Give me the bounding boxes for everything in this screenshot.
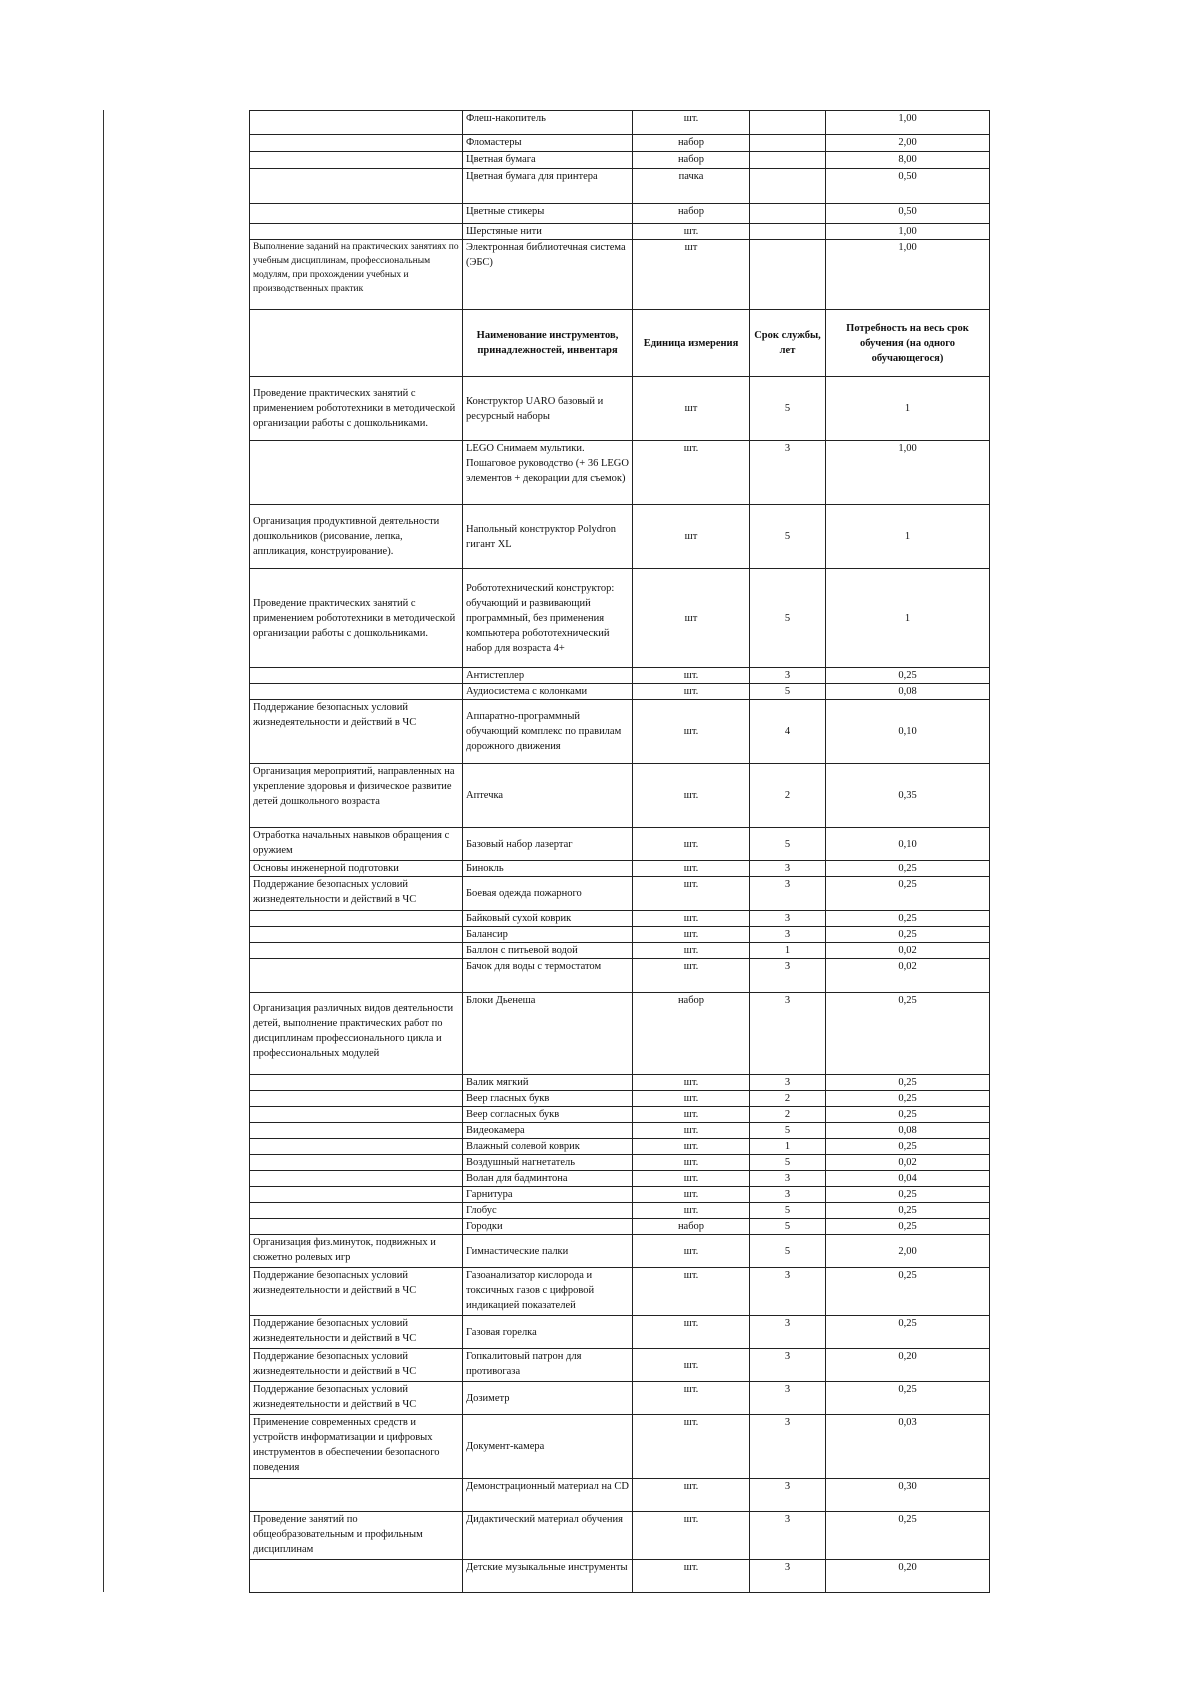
cell-unit: набор xyxy=(633,993,750,1075)
cell-activity: Проведение занятий по общеобразовательным и профильным дисциплинам xyxy=(250,1512,463,1560)
cell-activity xyxy=(250,959,463,993)
cell-item: Гарнитура xyxy=(463,1187,633,1203)
cell-activity xyxy=(250,1219,463,1235)
cell-need: 0,08 xyxy=(826,1123,990,1139)
cell-life xyxy=(750,204,826,224)
cell-activity: Поддержание безопасных условий жизнедеятельности и действий в ЧС xyxy=(250,700,463,764)
cell-unit: шт. xyxy=(633,1075,750,1091)
cell-life xyxy=(750,111,826,135)
cell-unit: шт. xyxy=(633,700,750,764)
cell-item: Конструктор UARO базовый и ресурсный наборы xyxy=(463,377,633,441)
cell-unit: набор xyxy=(633,204,750,224)
cell-need: 0,50 xyxy=(826,204,990,224)
cell-need: 1 xyxy=(826,377,990,441)
cell-unit: шт. xyxy=(633,1155,750,1171)
cell-life: 3 xyxy=(750,441,826,505)
cell-need: 0,30 xyxy=(826,1479,990,1512)
table-row xyxy=(250,668,990,684)
cell-unit: шт. xyxy=(633,441,750,505)
cell-unit: шт xyxy=(633,505,750,569)
cell-item: Аптечка xyxy=(463,764,633,828)
cell-need: 0,25 xyxy=(826,877,990,911)
table-row xyxy=(250,152,990,169)
cell-activity xyxy=(250,943,463,959)
cell-activity xyxy=(250,1139,463,1155)
cell-need: 1,00 xyxy=(826,441,990,505)
table-row xyxy=(250,1139,990,1155)
cell-unit: шт. xyxy=(633,111,750,135)
cell-unit: шт. xyxy=(633,668,750,684)
cell-life: 3 xyxy=(750,668,826,684)
table-row xyxy=(250,1203,990,1219)
table-row xyxy=(250,943,990,959)
cell-activity xyxy=(250,111,463,135)
cell-activity: Организация продуктивной деятельности дошкольников (рисование, лепка, аппликация, конструирование). xyxy=(250,505,463,569)
cell-activity xyxy=(250,1075,463,1091)
cell-need: 0,25 xyxy=(826,1091,990,1107)
table-row xyxy=(250,1268,990,1316)
table-row xyxy=(250,1316,990,1349)
cell-need: 0,35 xyxy=(826,764,990,828)
cell-item: Детские музыкальные инструменты xyxy=(463,1560,633,1593)
cell-need: 0,25 xyxy=(826,1512,990,1560)
cell-unit: шт. xyxy=(633,1479,750,1512)
cell-life: 2 xyxy=(750,1107,826,1123)
table-row xyxy=(250,1171,990,1187)
cell-unit: шт. xyxy=(633,1512,750,1560)
cell-life: 5 xyxy=(750,1155,826,1171)
cell-item: Веер гласных букв xyxy=(463,1091,633,1107)
cell-unit: шт. xyxy=(633,911,750,927)
cell-need: 0,04 xyxy=(826,1171,990,1187)
table-row xyxy=(250,1382,990,1415)
cell-need: 0,03 xyxy=(826,1415,990,1479)
cell-unit: шт. xyxy=(633,1091,750,1107)
table-row xyxy=(250,240,990,310)
cell-item: Цветные стикеры xyxy=(463,204,633,224)
cell-life: 5 xyxy=(750,828,826,861)
table-row xyxy=(250,1349,990,1382)
table-body-main xyxy=(250,377,990,1593)
cell-need: 1,00 xyxy=(826,240,990,310)
cell-item: Валик мягкий xyxy=(463,1075,633,1091)
cell-item: Видеокамера xyxy=(463,1123,633,1139)
cell-activity xyxy=(250,1187,463,1203)
cell-need: 0,02 xyxy=(826,959,990,993)
cell-life: 3 xyxy=(750,861,826,877)
table-row xyxy=(250,911,990,927)
cell-unit: шт. xyxy=(633,1268,750,1316)
cell-need: 0,02 xyxy=(826,1155,990,1171)
cell-life xyxy=(750,135,826,152)
cell-need: 0,25 xyxy=(826,1382,990,1415)
cell-life: 3 xyxy=(750,1349,826,1382)
cell-need: 0,02 xyxy=(826,943,990,959)
cell-life xyxy=(750,224,826,240)
cell-need: 0,25 xyxy=(826,927,990,943)
cell-item: Газовая горелка xyxy=(463,1316,633,1349)
table-row xyxy=(250,169,990,204)
cell-item: Цветная бумага xyxy=(463,152,633,169)
cell-activity xyxy=(250,1171,463,1187)
cell-life: 3 xyxy=(750,1171,826,1187)
cell-need: 0,25 xyxy=(826,1219,990,1235)
cell-item: Городки xyxy=(463,1219,633,1235)
cell-item: Волан для бадминтона xyxy=(463,1171,633,1187)
cell-life: 5 xyxy=(750,684,826,700)
cell-life: 3 xyxy=(750,927,826,943)
cell-activity: Отработка начальных навыков обращения с оружием xyxy=(250,828,463,861)
cell-item: Флеш-накопитель xyxy=(463,111,633,135)
cell-item: Электронная библиотечная система (ЭБС) xyxy=(463,240,633,310)
cell-life: 3 xyxy=(750,1075,826,1091)
cell-activity xyxy=(250,1479,463,1512)
table-header-row xyxy=(250,310,990,377)
cell-item: Гимнастические палки xyxy=(463,1235,633,1268)
cell-activity xyxy=(250,1123,463,1139)
table-row xyxy=(250,1560,990,1593)
cell-life: 3 xyxy=(750,959,826,993)
cell-life: 3 xyxy=(750,1479,826,1512)
cell-item: Газоанализатор кислорода и токсичных газов с цифровой индикацией показателей xyxy=(463,1268,633,1316)
cell-life: 5 xyxy=(750,569,826,668)
cell-item: Балансир xyxy=(463,927,633,943)
cell-item: Влажный солевой коврик xyxy=(463,1139,633,1155)
cell-need: 1 xyxy=(826,505,990,569)
cell-need: 1 xyxy=(826,569,990,668)
cell-unit: набор xyxy=(633,152,750,169)
table-row xyxy=(250,1415,990,1479)
cell-unit: шт. xyxy=(633,1349,750,1382)
cell-activity xyxy=(250,668,463,684)
cell-activity xyxy=(250,1107,463,1123)
cell-activity xyxy=(250,169,463,204)
cell-need: 0,25 xyxy=(826,1075,990,1091)
cell-life xyxy=(750,169,826,204)
cell-life: 2 xyxy=(750,1091,826,1107)
cell-life: 3 xyxy=(750,1512,826,1560)
cell-need: 0,25 xyxy=(826,861,990,877)
cell-activity: Проведение практических занятий с применением робототехники в методической организации работы с дошкольниками. xyxy=(250,377,463,441)
cell-need: 0,25 xyxy=(826,1268,990,1316)
cell-activity: Организация физ.минуток, подвижных и сюжетно ролевых игр xyxy=(250,1235,463,1268)
cell-item: Блоки Дьенеша xyxy=(463,993,633,1075)
cell-activity xyxy=(250,927,463,943)
cell-life: 3 xyxy=(750,877,826,911)
cell-activity: Поддержание безопасных условий жизнедеятельности и действий в ЧС xyxy=(250,1382,463,1415)
cell-unit: шт. xyxy=(633,1107,750,1123)
cell-need: 0,25 xyxy=(826,993,990,1075)
cell-unit: шт. xyxy=(633,927,750,943)
table-row xyxy=(250,1235,990,1268)
cell-activity: Поддержание безопасных условий жизнедеятельности и действий в ЧС xyxy=(250,1349,463,1382)
cell-life: 5 xyxy=(750,377,826,441)
table-row xyxy=(250,505,990,569)
cell-unit: шт xyxy=(633,377,750,441)
cell-unit: шт. xyxy=(633,1187,750,1203)
table-row xyxy=(250,684,990,700)
cell-life: 5 xyxy=(750,1219,826,1235)
cell-activity xyxy=(250,224,463,240)
cell-unit: шт. xyxy=(633,224,750,240)
cell-unit: шт. xyxy=(633,861,750,877)
header-activity xyxy=(250,310,463,377)
cell-activity xyxy=(250,911,463,927)
equipment-table xyxy=(249,110,990,1593)
cell-item: Глобус xyxy=(463,1203,633,1219)
cell-item: Байковый сухой коврик xyxy=(463,911,633,927)
cell-unit: шт. xyxy=(633,764,750,828)
cell-need: 0,25 xyxy=(826,1139,990,1155)
cell-activity: Организация мероприятий, направленных на укрепление здоровья и физическое развитие детей дошкольного возраста xyxy=(250,764,463,828)
cell-item: Аппаратно-программный обучающий комплекс по правилам дорожного движения xyxy=(463,700,633,764)
cell-life: 1 xyxy=(750,943,826,959)
table-row xyxy=(250,764,990,828)
cell-life: 5 xyxy=(750,1203,826,1219)
cell-activity: Поддержание безопасных условий жизнедеятельности и действий в ЧС xyxy=(250,877,463,911)
table-row xyxy=(250,1091,990,1107)
cell-activity xyxy=(250,204,463,224)
cell-need: 0,20 xyxy=(826,1349,990,1382)
table-row xyxy=(250,828,990,861)
cell-need: 8,00 xyxy=(826,152,990,169)
table-row xyxy=(250,441,990,505)
cell-need: 0,25 xyxy=(826,668,990,684)
cell-unit: набор xyxy=(633,1219,750,1235)
cell-unit: шт. xyxy=(633,1123,750,1139)
table-header-block xyxy=(250,310,990,377)
cell-life: 3 xyxy=(750,1560,826,1593)
cell-unit: шт. xyxy=(633,1560,750,1593)
cell-activity xyxy=(250,441,463,505)
table-row xyxy=(250,377,990,441)
cell-need: 0,25 xyxy=(826,1316,990,1349)
cell-life: 3 xyxy=(750,993,826,1075)
cell-activity xyxy=(250,684,463,700)
header-unit: Единица измерения xyxy=(633,310,750,377)
cell-item: Веер согласных букв xyxy=(463,1107,633,1123)
cell-item: Боевая одежда пожарного xyxy=(463,877,633,911)
header-need: Потребность на весь срок обучения (на одного обучающегося) xyxy=(826,310,990,377)
cell-item: Антистеплер xyxy=(463,668,633,684)
cell-activity: Организация различных видов деятельности детей, выполнение практических работ по дисциплинам профессионального цикла и профессиональных модулей xyxy=(250,993,463,1075)
cell-item: Шерстяные нити xyxy=(463,224,633,240)
cell-need: 0,25 xyxy=(826,1187,990,1203)
cell-need: 0,25 xyxy=(826,1203,990,1219)
cell-item: Гопкалитовый патрон для противогаза xyxy=(463,1349,633,1382)
table-row xyxy=(250,1219,990,1235)
header-item: Наименование инструментов, принадлежностей, инвентаря xyxy=(463,310,633,377)
table-row xyxy=(250,569,990,668)
cell-life: 3 xyxy=(750,1415,826,1479)
cell-unit: шт xyxy=(633,569,750,668)
cell-life: 3 xyxy=(750,1187,826,1203)
cell-item: LEGO Снимаем мультики. Пошаговое руководство (+ 36 LEGO элементов + декорации для съемок) xyxy=(463,441,633,505)
table-row xyxy=(250,204,990,224)
cell-life: 5 xyxy=(750,1123,826,1139)
cell-life: 3 xyxy=(750,1268,826,1316)
cell-need: 2,00 xyxy=(826,1235,990,1268)
page-margin-rule xyxy=(103,110,104,1592)
cell-need: 0,10 xyxy=(826,828,990,861)
header-life: Срок службы, лет xyxy=(750,310,826,377)
cell-item: Дозиметр xyxy=(463,1382,633,1415)
cell-activity xyxy=(250,152,463,169)
table-row xyxy=(250,1479,990,1512)
cell-life: 4 xyxy=(750,700,826,764)
cell-unit: набор xyxy=(633,135,750,152)
cell-item: Документ-камера xyxy=(463,1415,633,1479)
cell-unit: шт. xyxy=(633,684,750,700)
cell-life: 5 xyxy=(750,1235,826,1268)
table-row xyxy=(250,959,990,993)
cell-life: 3 xyxy=(750,1316,826,1349)
cell-activity: Поддержание безопасных условий жизнедеятельности и действий в ЧС xyxy=(250,1268,463,1316)
cell-item: Баллон с питьевой водой xyxy=(463,943,633,959)
cell-item: Воздушный нагнетатель xyxy=(463,1155,633,1171)
table-row xyxy=(250,1187,990,1203)
cell-life: 1 xyxy=(750,1139,826,1155)
cell-life: 3 xyxy=(750,911,826,927)
cell-need: 0,50 xyxy=(826,169,990,204)
cell-item: Бинокль xyxy=(463,861,633,877)
cell-life: 3 xyxy=(750,1382,826,1415)
table-row xyxy=(250,111,990,135)
cell-life xyxy=(750,240,826,310)
cell-item: Бачок для воды с термостатом xyxy=(463,959,633,993)
table-row xyxy=(250,224,990,240)
cell-need: 0,25 xyxy=(826,1107,990,1123)
cell-unit: шт. xyxy=(633,959,750,993)
cell-need: 1,00 xyxy=(826,224,990,240)
cell-need: 0,20 xyxy=(826,1560,990,1593)
cell-need: 2,00 xyxy=(826,135,990,152)
cell-unit: шт. xyxy=(633,1139,750,1155)
cell-unit: шт. xyxy=(633,1203,750,1219)
cell-activity: Основы инженерной подготовки xyxy=(250,861,463,877)
cell-activity xyxy=(250,1203,463,1219)
table-row xyxy=(250,927,990,943)
cell-item: Базовый набор лазертаг xyxy=(463,828,633,861)
cell-unit: пачка xyxy=(633,169,750,204)
cell-need: 1,00 xyxy=(826,111,990,135)
cell-item: Цветная бумага для принтера xyxy=(463,169,633,204)
cell-item: Дидактический материал обучения xyxy=(463,1512,633,1560)
cell-unit: шт xyxy=(633,240,750,310)
cell-activity xyxy=(250,1091,463,1107)
table-row xyxy=(250,1155,990,1171)
cell-activity xyxy=(250,1155,463,1171)
cell-unit: шт. xyxy=(633,1235,750,1268)
cell-item: Напольный конструктор Polydron гигант XL xyxy=(463,505,633,569)
table-body-top xyxy=(250,111,990,310)
cell-unit: шт. xyxy=(633,1382,750,1415)
cell-life: 2 xyxy=(750,764,826,828)
cell-activity: Поддержание безопасных условий жизнедеятельности и действий в ЧС xyxy=(250,1316,463,1349)
cell-activity: Проведение практических занятий с применением робототехники в методической организации работы с дошкольниками. xyxy=(250,569,463,668)
cell-unit: шт. xyxy=(633,1171,750,1187)
cell-unit: шт. xyxy=(633,877,750,911)
cell-activity xyxy=(250,1560,463,1593)
cell-need: 0,10 xyxy=(826,700,990,764)
table-row xyxy=(250,861,990,877)
cell-unit: шт. xyxy=(633,1415,750,1479)
cell-item: Демонстрационный материал на CD xyxy=(463,1479,633,1512)
cell-life: 5 xyxy=(750,505,826,569)
cell-need: 0,25 xyxy=(826,911,990,927)
table-row xyxy=(250,1512,990,1560)
cell-activity: Выполнение заданий на практических занятиях по учебным дисциплинам, профессиональным модулям, при прохождении учебных и производственных практик xyxy=(250,240,463,310)
table-row xyxy=(250,877,990,911)
cell-life xyxy=(750,152,826,169)
cell-item: Аудиосистема с колонками xyxy=(463,684,633,700)
cell-item: Фломастеры xyxy=(463,135,633,152)
cell-need: 0,08 xyxy=(826,684,990,700)
cell-unit: шт. xyxy=(633,828,750,861)
table-row xyxy=(250,1075,990,1091)
cell-unit: шт. xyxy=(633,1316,750,1349)
cell-unit: шт. xyxy=(633,943,750,959)
table-row xyxy=(250,993,990,1075)
table-row xyxy=(250,1123,990,1139)
table-row xyxy=(250,1107,990,1123)
table-row xyxy=(250,135,990,152)
cell-activity xyxy=(250,135,463,152)
cell-activity: Применение современных средств и устройств информатизации и цифровых инструментов в обеспечении безопасного поведения xyxy=(250,1415,463,1479)
cell-item: Робототехнический конструктор: обучающий и развивающий программный, без применения компьютера робототехнический набор для возраста 4+ xyxy=(463,569,633,668)
table-row xyxy=(250,700,990,764)
